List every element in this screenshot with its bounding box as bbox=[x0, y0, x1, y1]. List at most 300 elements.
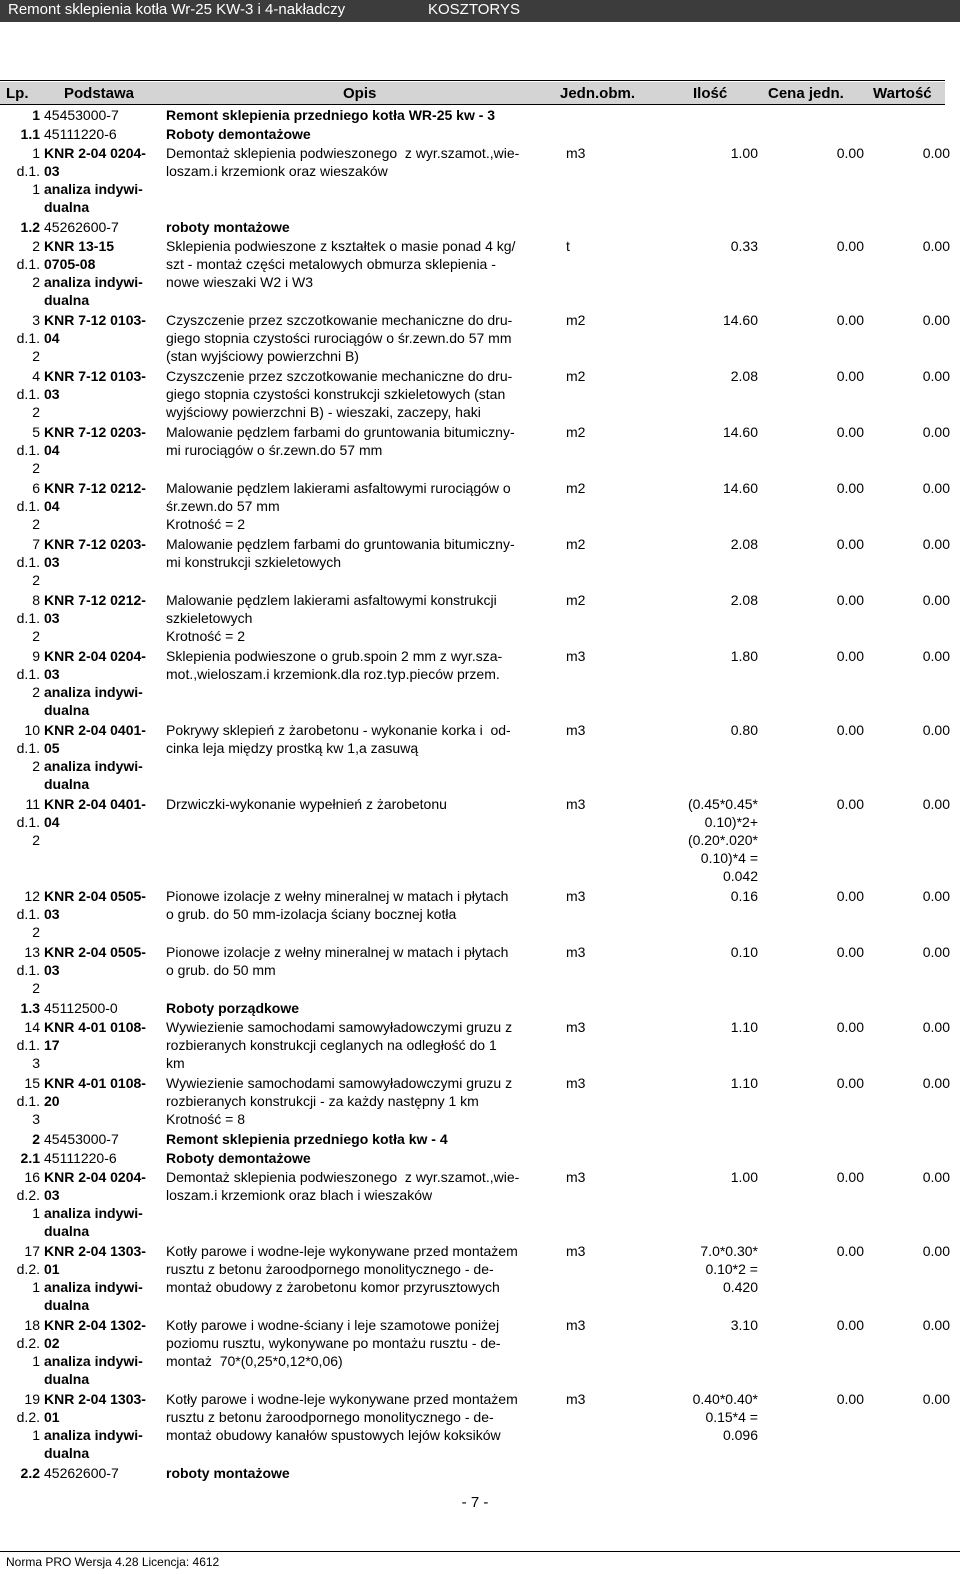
cell-lp bbox=[0, 218, 40, 236]
cell-line: 8 bbox=[32, 592, 40, 608]
cell-line: 03 bbox=[44, 962, 60, 978]
cell-line: 1.10 bbox=[730, 1075, 758, 1091]
cell-line: 2 bbox=[32, 238, 40, 254]
cell-line: (stan wyjściowy powierzchni B) bbox=[166, 348, 359, 364]
cell-unit: m2 bbox=[566, 480, 586, 496]
cell-desc bbox=[166, 1018, 564, 1072]
cell-line: KNR 2-04 0204- bbox=[44, 648, 146, 664]
cell-qty bbox=[640, 1316, 758, 1334]
cell-desc bbox=[166, 106, 564, 124]
cell-code bbox=[44, 423, 156, 459]
cell-code bbox=[44, 1390, 156, 1462]
footer-license: Norma PRO Wersja 4.28 Licencja: 4612 bbox=[6, 1555, 220, 1569]
cell-unit: m3 bbox=[566, 1391, 586, 1407]
cell-price: 0.00 bbox=[836, 944, 864, 960]
cell-desc bbox=[166, 721, 564, 757]
cell-unit: m3 bbox=[566, 1243, 586, 1259]
cell-line: d.1. bbox=[16, 330, 40, 346]
col-unit: Jedn.obm. bbox=[560, 85, 636, 102]
cell-line: 03 bbox=[44, 666, 60, 682]
table-row bbox=[0, 479, 950, 535]
cell-line: KNR 13-15 bbox=[44, 238, 115, 254]
cell-line: Roboty demontażowe bbox=[166, 126, 311, 142]
cell-line: loszam.i krzemionk oraz wieszaków bbox=[166, 163, 388, 179]
cell-line: 45112500-0 bbox=[44, 1000, 118, 1016]
cell-line: Malowanie pędzlem farbami do gruntowania bitumiczny- bbox=[166, 424, 515, 440]
cell-line: d.2. bbox=[16, 1187, 40, 1203]
cell-price: 0.00 bbox=[836, 592, 864, 608]
cell-lp bbox=[0, 1074, 40, 1128]
cell-value: 0.00 bbox=[922, 1075, 950, 1091]
cell-value: 0.00 bbox=[922, 1243, 950, 1259]
cell-value: 0.00 bbox=[922, 145, 950, 161]
cell-line: 1.1 bbox=[20, 126, 40, 142]
cell-value: 0.00 bbox=[922, 480, 950, 496]
cell-line: 2 bbox=[32, 460, 40, 476]
cell-price: 0.00 bbox=[836, 1075, 864, 1091]
col-lp: Lp. bbox=[6, 85, 29, 102]
cell-lp bbox=[0, 721, 40, 775]
cell-line: 45262600-7 bbox=[44, 219, 119, 235]
cell-line: 13 bbox=[24, 944, 40, 960]
cell-unit: m3 bbox=[566, 145, 586, 161]
cell-code bbox=[44, 144, 156, 216]
cell-unit: m3 bbox=[566, 1169, 586, 1185]
cell-price: 0.00 bbox=[836, 1169, 864, 1185]
cell-unit: m3 bbox=[566, 1075, 586, 1091]
cell-price: 0.00 bbox=[836, 722, 864, 738]
cost-estimate-table bbox=[0, 106, 950, 1483]
cell-qty bbox=[640, 647, 758, 665]
cell-line: Pionowe izolacje z wełny mineralnej w matach i płytach bbox=[166, 888, 509, 904]
cell-lp bbox=[0, 1242, 40, 1296]
cell-line: 2 bbox=[32, 924, 40, 940]
cell-line: montaż obudowy kanałów spustowych lejów koksików bbox=[166, 1427, 501, 1443]
cell-code bbox=[44, 795, 156, 831]
cell-unit: t bbox=[566, 238, 570, 254]
cell-value: 0.00 bbox=[922, 368, 950, 384]
cell-price: 0.00 bbox=[836, 1317, 864, 1333]
cell-line: 0.420 bbox=[722, 1279, 758, 1295]
header-bottom-rule bbox=[0, 104, 945, 105]
table-row bbox=[0, 721, 950, 795]
cell-qty bbox=[640, 144, 758, 162]
cell-line: KNR 7-12 0203- bbox=[44, 536, 146, 552]
cell-code bbox=[44, 1018, 156, 1054]
cell-line: d.2. bbox=[16, 1409, 40, 1425]
cell-line: roboty montażowe bbox=[166, 219, 290, 235]
section-row bbox=[0, 1464, 945, 1483]
cell-line: 2.08 bbox=[730, 592, 758, 608]
cell-line: dualna bbox=[44, 1445, 90, 1461]
cell-lp bbox=[0, 106, 40, 124]
cell-line: 2 bbox=[32, 980, 40, 996]
section-row bbox=[0, 218, 945, 237]
cell-qty bbox=[640, 795, 758, 885]
cell-value: 0.00 bbox=[922, 796, 950, 812]
cell-line: 0.10)*2+ bbox=[704, 814, 758, 830]
cell-unit: m3 bbox=[566, 722, 586, 738]
cell-line: 1 bbox=[32, 181, 40, 197]
cell-line: d.1. bbox=[16, 1037, 40, 1053]
cell-line: 45111220-6 bbox=[44, 126, 117, 142]
section-row bbox=[0, 106, 945, 125]
cell-desc bbox=[166, 647, 564, 683]
cell-code bbox=[44, 1316, 156, 1388]
cell-price: 0.00 bbox=[836, 796, 864, 812]
cell-line: 05 bbox=[44, 740, 60, 756]
cell-value: 0.00 bbox=[922, 944, 950, 960]
cell-line: KNR 7-12 0212- bbox=[44, 592, 146, 608]
cell-code bbox=[44, 237, 156, 309]
table-row bbox=[0, 795, 950, 887]
cell-line: Krotność = 2 bbox=[166, 628, 245, 644]
cell-line: d.1. bbox=[16, 610, 40, 626]
cell-line: Roboty porządkowe bbox=[166, 1000, 300, 1016]
cell-line: Demontaż sklepienia podwieszonego z wyr.szamot.,wie- bbox=[166, 1169, 520, 1185]
cell-desc bbox=[166, 144, 564, 180]
cell-qty bbox=[640, 1168, 758, 1186]
cell-line: 1 bbox=[32, 145, 40, 161]
cell-line: 0.16 bbox=[730, 888, 758, 904]
cell-value: 0.00 bbox=[922, 888, 950, 904]
cell-line: 1 bbox=[32, 1205, 40, 1221]
cell-line: rozbieranych konstrukcji - za każdy następny 1 km bbox=[166, 1093, 479, 1109]
cell-line: 45262600-7 bbox=[44, 1465, 119, 1481]
cell-line: d.1. bbox=[16, 666, 40, 682]
cell-line: 03 bbox=[44, 554, 60, 570]
cell-lp bbox=[0, 1018, 40, 1072]
cell-line: 14.60 bbox=[722, 480, 758, 496]
cell-line: rusztu z betonu żaroodpornego monolitycznego - de- bbox=[166, 1261, 494, 1277]
cell-line: analiza indywi- bbox=[44, 181, 143, 197]
cell-desc bbox=[166, 237, 564, 291]
cell-line: montaż 70*(0,25*0,12*0,06) bbox=[166, 1353, 343, 1369]
cell-price: 0.00 bbox=[836, 648, 864, 664]
cell-line: (0.20*.020* bbox=[687, 832, 758, 848]
cell-line: Malowanie pędzlem farbami do gruntowania bitumiczny- bbox=[166, 536, 515, 552]
cell-line: 3 bbox=[32, 312, 40, 328]
cell-line: KNR 2-04 0401- bbox=[44, 722, 146, 738]
cell-value: 0.00 bbox=[922, 1169, 950, 1185]
cell-qty bbox=[640, 535, 758, 553]
cell-desc bbox=[166, 1130, 564, 1148]
table-row bbox=[0, 535, 950, 591]
cell-line: 2 bbox=[32, 684, 40, 700]
cell-line: d.1. bbox=[16, 962, 40, 978]
cell-line: d.1. bbox=[16, 1093, 40, 1109]
cell-price: 0.00 bbox=[836, 1243, 864, 1259]
cell-line: KNR 7-12 0103- bbox=[44, 312, 146, 328]
cell-line: 03 bbox=[44, 1187, 60, 1203]
cell-desc bbox=[166, 367, 564, 421]
cell-line: 0705-08 bbox=[44, 256, 96, 272]
table-row bbox=[0, 144, 950, 218]
cell-line: 2 bbox=[32, 628, 40, 644]
cell-line: 3 bbox=[32, 1055, 40, 1071]
cell-line: d.1. bbox=[16, 442, 40, 458]
cell-line: Kotły parowe i wodne-leje wykonywane przed montażem bbox=[166, 1391, 518, 1407]
cell-price: 0.00 bbox=[836, 1019, 864, 1035]
cell-code bbox=[44, 367, 156, 403]
cell-line: 17 bbox=[44, 1037, 60, 1053]
cell-value: 0.00 bbox=[922, 1391, 950, 1407]
cell-line: giego stopnia czystości konstrukcji szkieletowych (stan bbox=[166, 386, 506, 402]
header-top-rule bbox=[0, 80, 945, 81]
cell-line: 5 bbox=[32, 424, 40, 440]
cell-line: 1.80 bbox=[730, 648, 758, 664]
cell-desc bbox=[166, 1074, 564, 1128]
cell-line: 19 bbox=[24, 1391, 40, 1407]
cell-desc bbox=[166, 311, 564, 365]
col-unit-price: Cena jedn. bbox=[768, 85, 844, 102]
cell-line: poziomu rusztu, wykonywane po montażu rusztu - de- bbox=[166, 1335, 501, 1351]
cell-unit: m2 bbox=[566, 592, 586, 608]
cell-line: giego stopnia czystości rurociągów o śr.zewn.do 57 mm bbox=[166, 330, 512, 346]
cell-unit: m3 bbox=[566, 888, 586, 904]
cell-unit: m3 bbox=[566, 944, 586, 960]
cell-lp bbox=[0, 647, 40, 701]
table-row bbox=[0, 1316, 950, 1390]
cell-desc bbox=[166, 1390, 564, 1444]
footer bbox=[0, 1551, 960, 1569]
cell-line: Czyszczenie przez szczotkowanie mechaniczne do dru- bbox=[166, 368, 513, 384]
cell-lp bbox=[0, 423, 40, 477]
cell-line: 04 bbox=[44, 442, 60, 458]
cell-line: mot.,wieloszam.i krzemionk.dla roz.typ.pieców przem. bbox=[166, 666, 500, 682]
cell-lp bbox=[0, 144, 40, 198]
cell-value: 0.00 bbox=[922, 238, 950, 254]
section-row bbox=[0, 999, 945, 1018]
cell-line: 18 bbox=[24, 1317, 40, 1333]
table-row bbox=[0, 647, 950, 721]
table-row bbox=[0, 1390, 950, 1464]
cell-qty bbox=[640, 721, 758, 739]
cell-qty bbox=[640, 943, 758, 961]
cell-line: 45453000-7 bbox=[44, 1131, 119, 1147]
cell-line: Sklepienia podwieszone o grub.spoin 2 mm z wyr.sza- bbox=[166, 648, 503, 664]
cell-line: 2.08 bbox=[730, 536, 758, 552]
cell-line: KNR 2-04 1303- bbox=[44, 1391, 146, 1407]
cell-desc bbox=[166, 423, 564, 459]
cell-line: d.1. bbox=[16, 906, 40, 922]
cell-value: 0.00 bbox=[922, 648, 950, 664]
cell-line: Malowanie pędzlem lakierami asfaltowymi konstrukcji bbox=[166, 592, 497, 608]
cell-value: 0.00 bbox=[922, 592, 950, 608]
cell-line: 1 bbox=[32, 1279, 40, 1295]
cell-unit: m3 bbox=[566, 796, 586, 812]
cell-value: 0.00 bbox=[922, 312, 950, 328]
cell-line: 2 bbox=[32, 1131, 40, 1147]
page-number: - 7 - bbox=[461, 1494, 489, 1511]
cell-desc bbox=[166, 887, 564, 923]
cell-line: 1.00 bbox=[730, 1169, 758, 1185]
cell-qty bbox=[640, 1390, 758, 1444]
cell-line: KNR 2-04 1303- bbox=[44, 1243, 146, 1259]
cell-line: 0.40*0.40* bbox=[692, 1391, 758, 1407]
col-value: Wartość bbox=[873, 85, 932, 102]
cell-line: 1 bbox=[32, 107, 40, 123]
cell-code bbox=[44, 721, 156, 793]
cell-line: 14.60 bbox=[722, 424, 758, 440]
cell-line: 10 bbox=[24, 722, 40, 738]
section-row bbox=[0, 1130, 945, 1149]
cell-qty bbox=[640, 887, 758, 905]
cell-line: nowe wieszaki W2 i W3 bbox=[166, 274, 314, 290]
table-row bbox=[0, 943, 950, 999]
cell-code bbox=[44, 999, 156, 1017]
cell-line: cinka leja między prostką kw 1,a zasuwą bbox=[166, 740, 419, 756]
cell-code bbox=[44, 943, 156, 979]
cell-lp bbox=[0, 943, 40, 997]
document-title-bar bbox=[0, 0, 960, 22]
cell-qty bbox=[640, 367, 758, 385]
cell-code bbox=[44, 1464, 156, 1482]
cell-desc bbox=[166, 218, 564, 236]
cell-price: 0.00 bbox=[836, 312, 864, 328]
cell-lp bbox=[0, 311, 40, 365]
cell-line: 3.10 bbox=[730, 1317, 758, 1333]
cell-price: 0.00 bbox=[836, 1391, 864, 1407]
cell-lp bbox=[0, 887, 40, 941]
cell-line: 0.10*2 = bbox=[705, 1261, 758, 1277]
cell-line: dualna bbox=[44, 1223, 90, 1239]
cell-code bbox=[44, 125, 156, 143]
cell-line: o grub. do 50 mm bbox=[166, 962, 276, 978]
cell-line: Krotność = 2 bbox=[166, 516, 245, 532]
cell-line: 03 bbox=[44, 610, 60, 626]
cell-code bbox=[44, 106, 156, 124]
cell-lp bbox=[0, 367, 40, 421]
cell-line: loszam.i krzemionk oraz blach i wieszaków bbox=[166, 1187, 433, 1203]
cell-unit: m2 bbox=[566, 312, 586, 328]
cell-line: 2 bbox=[32, 516, 40, 532]
section-row bbox=[0, 1149, 945, 1168]
cell-line: Demontaż sklepienia podwieszonego z wyr.szamot.,wie- bbox=[166, 145, 520, 161]
cell-line: analiza indywi- bbox=[44, 1427, 143, 1443]
table-row bbox=[0, 887, 950, 943]
cell-qty bbox=[640, 1074, 758, 1092]
cell-line: d.2. bbox=[16, 1261, 40, 1277]
cell-line: 45111220-6 bbox=[44, 1150, 117, 1166]
cell-desc bbox=[166, 1464, 564, 1482]
cell-line: montaż obudowy z żarobetonu komor przyrusztowych bbox=[166, 1279, 500, 1295]
cell-line: Krotność = 8 bbox=[166, 1111, 245, 1127]
cell-lp bbox=[0, 1464, 40, 1482]
cell-line: dualna bbox=[44, 292, 90, 308]
cell-qty bbox=[640, 479, 758, 497]
cell-line: 0.15*4 = bbox=[705, 1409, 758, 1425]
cell-code bbox=[44, 1074, 156, 1110]
cell-line: 4 bbox=[32, 368, 40, 384]
cell-code bbox=[44, 1149, 156, 1167]
table-header bbox=[0, 82, 945, 104]
cell-line: 17 bbox=[24, 1243, 40, 1259]
cell-desc bbox=[166, 1168, 564, 1204]
cell-line: KNR 4-01 0108- bbox=[44, 1019, 146, 1035]
table-row bbox=[0, 591, 950, 647]
cell-line: (0.45*0.45* bbox=[687, 796, 758, 812]
cell-line: Roboty demontażowe bbox=[166, 1150, 311, 1166]
cell-line: roboty montażowe bbox=[166, 1465, 290, 1481]
cell-price: 0.00 bbox=[836, 238, 864, 254]
table-row bbox=[0, 423, 950, 479]
cell-line: analiza indywi- bbox=[44, 274, 143, 290]
cell-lp bbox=[0, 125, 40, 143]
table-row bbox=[0, 1242, 950, 1316]
cell-line: analiza indywi- bbox=[44, 1205, 143, 1221]
cell-line: 1.00 bbox=[730, 145, 758, 161]
cell-line: 03 bbox=[44, 906, 60, 922]
cell-unit: m3 bbox=[566, 1019, 586, 1035]
document-type: KOSZTORYS bbox=[428, 1, 520, 18]
table-row bbox=[0, 367, 950, 423]
cell-unit: m2 bbox=[566, 424, 586, 440]
cell-line: 2 bbox=[32, 274, 40, 290]
cell-line: 0.042 bbox=[722, 868, 758, 884]
cell-line: Wywiezienie samochodami samowyładowczymi gruzu z bbox=[166, 1019, 513, 1035]
cell-line: mi rurociągów o śr.zewn.do 57 mm bbox=[166, 442, 383, 458]
cell-line: 2 bbox=[32, 348, 40, 364]
cell-code bbox=[44, 591, 156, 627]
table-row bbox=[0, 237, 950, 311]
cell-line: 9 bbox=[32, 648, 40, 664]
cell-price: 0.00 bbox=[836, 424, 864, 440]
cell-line: 1.2 bbox=[20, 219, 40, 235]
cell-line: km bbox=[166, 1055, 185, 1071]
cell-line: szkieletowych bbox=[166, 610, 253, 626]
cell-desc bbox=[166, 535, 564, 571]
cell-line: 20 bbox=[44, 1093, 60, 1109]
cell-line: 0.10)*4 = bbox=[700, 850, 758, 866]
cell-qty bbox=[640, 311, 758, 329]
cell-qty bbox=[640, 1018, 758, 1036]
cell-lp bbox=[0, 1390, 40, 1444]
cell-line: d.1. bbox=[16, 554, 40, 570]
cell-line: d.1. bbox=[16, 163, 40, 179]
cell-value: 0.00 bbox=[922, 424, 950, 440]
table-row bbox=[0, 1074, 950, 1130]
cell-value: 0.00 bbox=[922, 536, 950, 552]
cell-line: Remont sklepienia przedniego kotła kw - 4 bbox=[166, 1131, 448, 1147]
section-row bbox=[0, 125, 945, 144]
cell-value: 0.00 bbox=[922, 1317, 950, 1333]
cell-qty bbox=[640, 1242, 758, 1296]
col-basis: Podstawa bbox=[64, 85, 135, 102]
cell-code bbox=[44, 218, 156, 236]
col-description: Opis bbox=[343, 85, 377, 102]
cell-desc bbox=[166, 1149, 564, 1167]
cell-desc bbox=[166, 1242, 564, 1296]
cell-line: KNR 2-04 1302- bbox=[44, 1317, 146, 1333]
cell-line: d.1. bbox=[16, 740, 40, 756]
cell-line: o grub. do 50 mm-izolacja ściany bocznej kotła bbox=[166, 906, 457, 922]
cell-desc bbox=[166, 795, 564, 813]
cell-code bbox=[44, 1242, 156, 1314]
cell-line: 2 bbox=[32, 758, 40, 774]
cell-line: 7 bbox=[32, 536, 40, 552]
cell-unit: m2 bbox=[566, 536, 586, 552]
cell-code bbox=[44, 535, 156, 571]
cell-line: 14 bbox=[24, 1019, 40, 1035]
cell-line: KNR 2-04 0204- bbox=[44, 1169, 146, 1185]
cell-line: 3 bbox=[32, 1111, 40, 1127]
cell-lp bbox=[0, 1130, 40, 1148]
cell-lp bbox=[0, 535, 40, 589]
cell-line: Kotły parowe i wodne-leje wykonywane przed montażem bbox=[166, 1243, 518, 1259]
cell-line: KNR 2-04 0204- bbox=[44, 145, 146, 161]
cell-line: 0.33 bbox=[730, 238, 758, 254]
